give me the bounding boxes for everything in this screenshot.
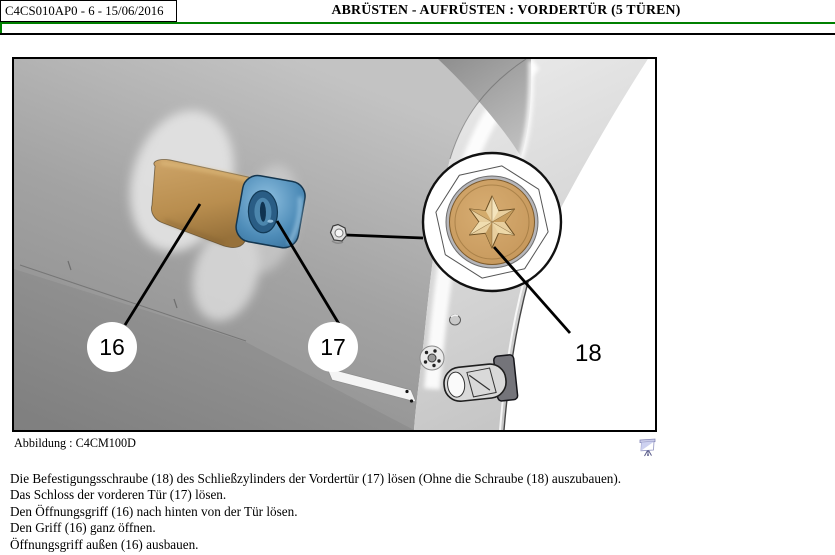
instruction-line: Den Griff (16) ganz öffnen. [10, 520, 156, 536]
callout-label-17: 17 [320, 334, 346, 360]
callout-label-18: 18 [575, 340, 602, 367]
doc-reference-box [0, 0, 177, 22]
lock-cylinder-cover-17 [234, 173, 308, 250]
instruction-line: Öffnungsgriff außen (16) ausbauen. [10, 536, 199, 552]
black-rule [0, 33, 835, 35]
door-handle-illustration [14, 59, 655, 430]
instruction-line: Den Öffnungsgriff (16) nach hinten von der Tür lösen. [10, 503, 298, 519]
instruction-line: Die Befestigungsschraube (18) des Schließzylinders der Vordertür (17) lösen (Ohne die Schraube (18) auszubauen). [10, 471, 622, 486]
callout-label-16: 16 [99, 334, 125, 360]
page-title: ABRÜSTEN - AUFRÜSTEN : VORDERTÜR (5 TÜREN) [331, 2, 681, 17]
projection-screen-icon[interactable] [638, 438, 658, 459]
figure-frame [12, 57, 657, 432]
green-rule [0, 22, 835, 24]
doc-reference: C4CS010AP0 - 6 - 15/06/2016 [5, 3, 164, 18]
instruction-list [10, 471, 829, 553]
screw-detail-magnifier [423, 153, 561, 291]
instruction-line: Das Schloss der vorderen Tür (17) lösen. [10, 487, 227, 503]
green-rule-left [0, 24, 2, 33]
figure-caption: Abbildung : C4CM100D [14, 436, 136, 450]
